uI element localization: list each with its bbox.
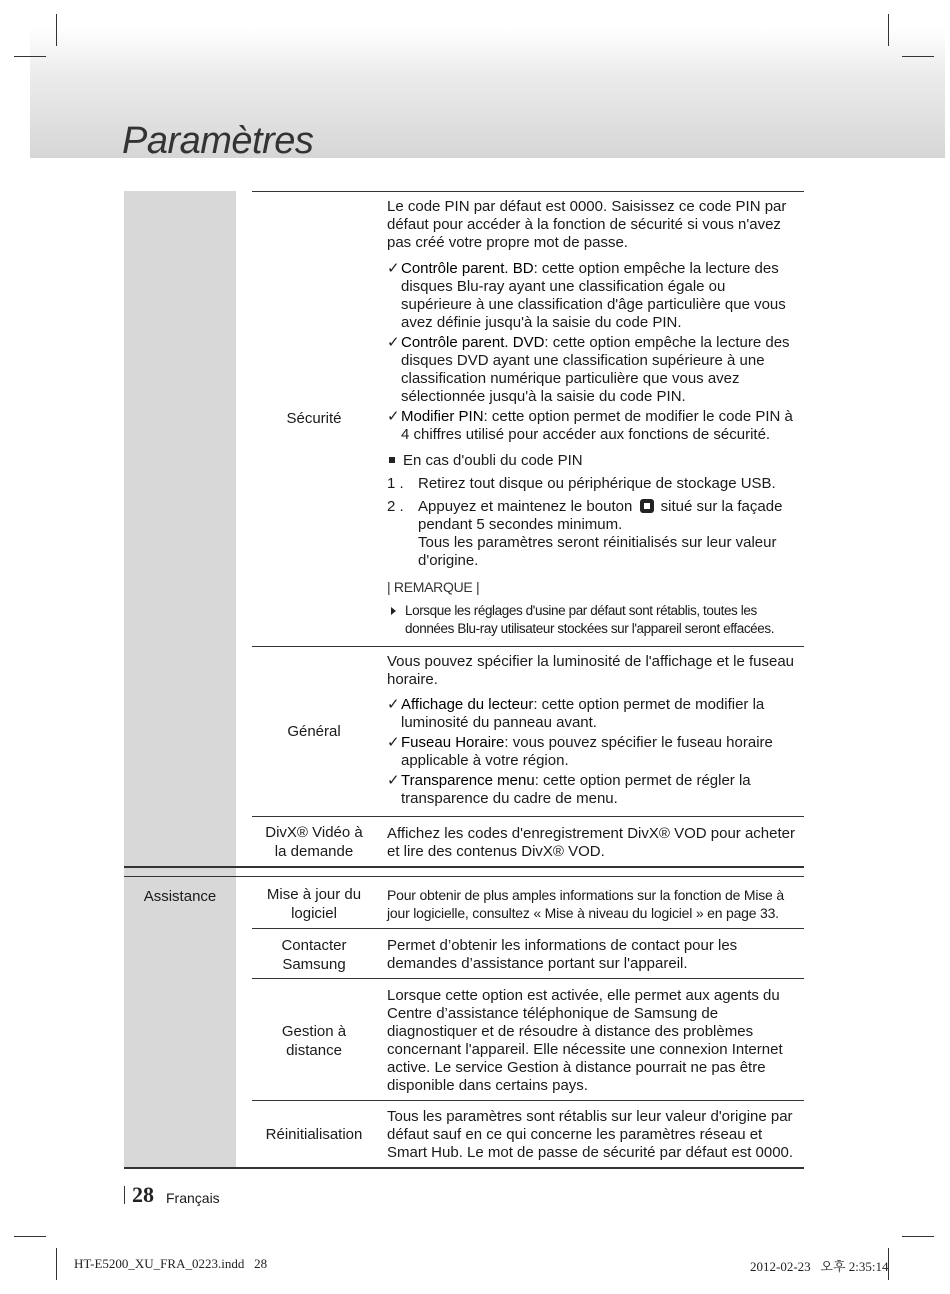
category-column [124, 191, 236, 1168]
check-icon: ✓ [387, 334, 400, 351]
crop-mark [56, 1248, 57, 1280]
check-icon: ✓ [387, 734, 400, 751]
reinitialisation-description: Tous les paramètres sont rétablis sur leur valeur d'origine par défaut sauf en ce qui concerne les paramètres réseau et Smart Hub. Le mot de passe de sécurité par défaut est 0000. [387, 1108, 794, 1161]
check-icon: ✓ [387, 408, 400, 425]
step-1 [387, 475, 797, 493]
row-label-contacter: Contacter Samsung [281, 937, 347, 973]
row-divider [252, 191, 804, 192]
securite-item-pin [387, 408, 797, 444]
forgot-pin-heading [387, 452, 797, 470]
row-divider [252, 816, 804, 817]
general-item [387, 772, 797, 808]
general-item-text: : vous pouvez spécifier le fuseau horaire applicable à votre région. [401, 734, 773, 769]
check-icon: ✓ [387, 260, 400, 277]
securite-item-dvd [387, 334, 797, 406]
securite-description [387, 198, 797, 638]
row-label-general: Général [287, 723, 341, 740]
triangle-bullet-icon [391, 607, 396, 615]
general-item [387, 696, 797, 732]
row-divider [252, 646, 804, 647]
gestion-description: Lorsque cette option est activée, elle permet aux agents du Centre d’assistance téléphonique de Samsung de diagnostiquer et de résoudre à distance des problèmes concernant l'appareil. Elle nécessite une connexion Internet active. Le service Gestion à distance pourrait ne pas être disponible dans certains pays. [387, 987, 783, 1094]
print-slug-file: HT-E5200_XU_FRA_0223.indd 28 [74, 1256, 268, 1271]
page-number: 28 [132, 1182, 154, 1207]
row-label-securite: Sécurité [286, 410, 342, 427]
general-item-text: : cette option permet de modifier la luminosité du panneau avant. [401, 696, 765, 731]
square-bullet-icon [389, 457, 395, 463]
general-item [387, 734, 797, 770]
step-text: situé sur la façade pendant 5 secondes minimum. [418, 498, 783, 533]
row-divider [252, 1100, 804, 1101]
row-divider [252, 928, 804, 929]
check-icon: ✓ [387, 772, 400, 789]
general-item-term: Affichage du lecteur [401, 696, 534, 713]
securite-item-text: : cette option empêche la lecture des disques Blu-ray ayant une classification égale ou supérieure à une classification d'âge particulière que vous avez définie jusqu'à la saisie du code PIN. [401, 260, 786, 331]
crop-mark [14, 1236, 46, 1237]
step-text: Retirez tout disque ou périphérique de stockage USB. [418, 475, 776, 492]
general-item-term: Fuseau Horaire [401, 734, 505, 751]
general-item-term: Transparence menu [401, 772, 535, 789]
page-language: Français [166, 1190, 220, 1206]
step-2 [387, 498, 797, 570]
print-slug-date: 2012-02-23 오후 2:35:14 [750, 1259, 889, 1274]
page-title: Paramètres [122, 120, 314, 162]
crop-mark [56, 14, 57, 46]
general-description [387, 653, 797, 808]
securite-item-text: : cette option empêche la lecture des disques DVD ayant une classification supérieure à une classification numérique particulière que vous avez sélectionnée jusqu'à la saisie du code PIN. [401, 334, 790, 405]
row-label-gestion: Gestion à distance [281, 1023, 347, 1059]
securite-item-text: : cette option permet de modifier le code PIN à 4 chiffres utilisé pour accéder aux fonctions de sécurité. [401, 408, 793, 443]
crop-mark [888, 14, 889, 46]
note-label: | REMARQUE | [387, 579, 480, 595]
contacter-description: Permet d’obtenir les informations de contact pour les demandes d’assistance portant sur l'appareil. [387, 937, 738, 972]
note-text: Lorsque les réglages d'usine par défaut sont rétablis, toutes les données Blu-ray utilisateur stockées sur l'appareil seront effacées. [405, 603, 775, 636]
crop-mark [14, 56, 46, 57]
securite-item-term: Contrôle parent. DVD [401, 334, 545, 351]
general-item-text: : cette option permet de régler la transparence du cadre de menu. [401, 772, 751, 807]
step-text: Appuyez et maintenez le bouton [418, 498, 633, 515]
section-divider [124, 866, 804, 868]
securite-item-bd [387, 260, 797, 332]
note-item [387, 602, 797, 638]
general-intro: Vous pouvez spécifier la luminosité de l'affichage et le fuseau horaire. [387, 653, 795, 688]
row-divider [252, 978, 804, 979]
mise-a-jour-description: Pour obtenir de plus amples informations sur la fonction de Mise à jour logicielle, consultez « Mise à niveau du logiciel » en page 33. [387, 887, 784, 921]
category-label-assistance: Assistance [143, 888, 217, 905]
securite-item-term: Contrôle parent. BD [401, 260, 534, 277]
forgot-pin-title: En cas d'oubli du code PIN [403, 452, 583, 469]
stop-button-icon [640, 499, 654, 513]
securite-intro: Le code PIN par défaut est 0000. Saisissez ce code PIN par défaut pour accéder à la fonction de sécurité si vous n'avez pas créé votre propre mot de passe. [387, 198, 787, 251]
section-divider [124, 876, 804, 877]
crop-mark [902, 56, 934, 57]
step-number: 2 . [387, 498, 404, 515]
row-label-divx: DivX® Vidéo à la demande [265, 824, 363, 860]
crop-mark [902, 1236, 934, 1237]
footer-bar [124, 1186, 125, 1204]
step-number: 1 . [387, 475, 404, 492]
securite-item-term: Modifier PIN [401, 408, 484, 425]
step-extra: Tous les paramètres seront réinitialisés sur leur valeur d'origine. [418, 534, 777, 569]
check-icon: ✓ [387, 696, 400, 713]
table-bottom-border [124, 1167, 804, 1169]
row-label-reinitialisation: Réinitialisation [265, 1126, 363, 1143]
row-label-mise-a-jour: Mise à jour du logiciel [266, 886, 362, 922]
divx-description: Affichez les codes d'enregistrement DivX® VOD pour acheter et lire des contenus DivX® VOD. [387, 825, 795, 860]
